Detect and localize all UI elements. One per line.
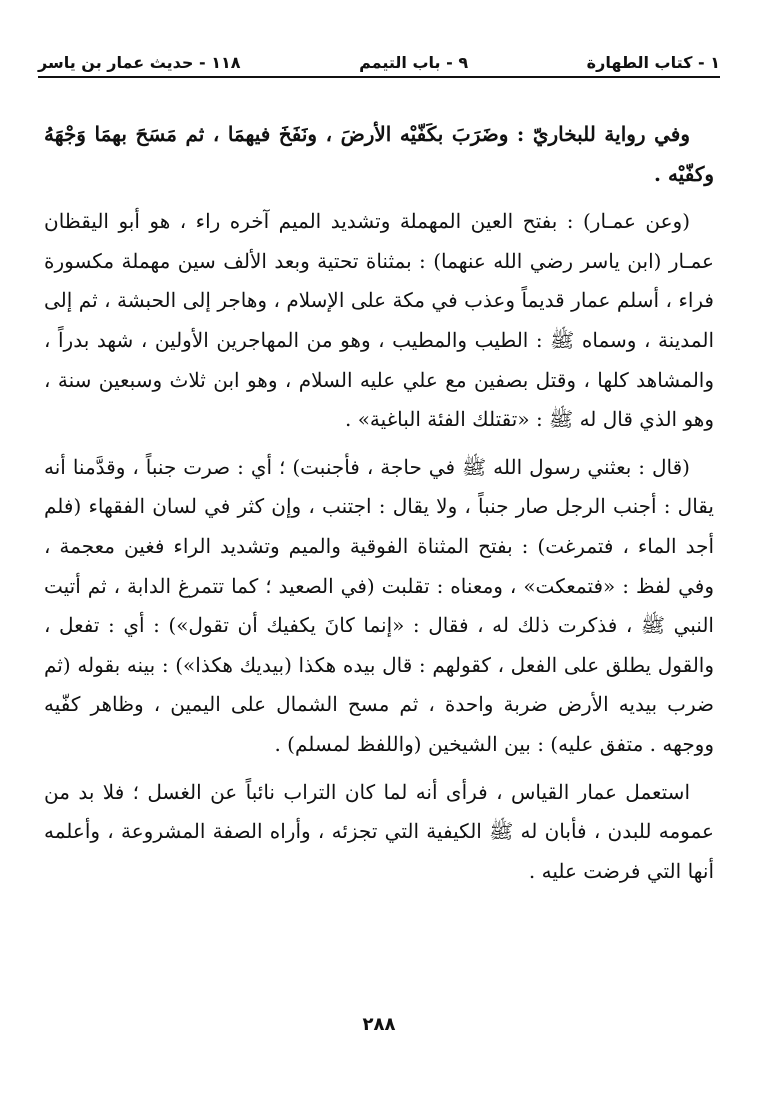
paragraph-bukhari-narration: وفي رواية للبخاريّ : وضَرَبَ بكَفّيْه الأرضَ ، ونَفَخَ فيهمَا ، ثم مَسَحَ بهمَا وَجْهَهُ وكفّيْه . [44,122,714,186]
running-header [38,42,720,78]
header-hadith-title: ١١٨ - حديث عمار بن ياسر [38,53,241,72]
header-chapter-title: ٩ - باب التيمم [359,53,469,72]
header-book-title: ١ - كتاب الطهارة [586,53,720,72]
paragraph-hadith-commentary: (قال : بعثني رسول الله ﷺ في حاجة ، فأجنبت) ؛ أي : صرت جنباً ، وقدَّمنا أنه يقال : أجنب الرجل صار جنباً ، ولا يقال : اجتنب ، وإن كثر في لسان الفقهاء (فلم أجد الماء ، فتمرغت) : بفتح المثناة الفوقية والميم وتشديد الراء فغين معجمة ، وفي لفظ : «فتمعكت» ، ومعناه : تقلبت (في الصعيد ؛ كما تتمرغ الدابة ، ثم أتيت النبي ﷺ ، فذكرت ذلك له ، فقال : «إنما كانَ يكفيك أن تقول») : أي : تفعل ، والقول يطلق على الفعل ، كقولهم : قال بيده هكذا (بيديك هكذا») : بينه بقوله (ثم ضرب بيديه الأرض ضربة واحدة ، ثم مسح الشمال على اليمين ، وظاهر كفّيه ووجهه . متفق عليه) : بين الشيخين (واللفظ لمسلم) . [44,454,714,756]
page-number: ٢٨٨ [362,1014,396,1035]
paragraph-ammar-biography: (وعن عمـار) : بفتح العين المهملة وتشديد الميم آخره راء ، هو أبو اليقظان عمـار (ابن ياسر رضي الله عنهما) : بمثناة تحتية وبعد الألف سين مهملة مكسورة فراء ، أسلم عمار قديماً وعذب في مكة على الإسلام ، وهاجر إلى الحبشة ، ثم إلى المدينة ، وسماه ﷺ : الطيب والمطيب ، وهو من المهاجرين الأولين ، شهد بدراً ، والمشاهد كلها ، وقتل بصفين مع علي عليه السلام ، وهو ابن ثلاث وسبعين سنة ، وهو الذي قال له ﷺ : «تقتلك الفئة الباغية» . [44,209,714,432]
page-body [44,115,714,899]
paragraph-qiyas-explanation: استعمل عمار القياس ، فرأى أنه لما كان التراب نائباً عن الغسل ؛ فلا بد من عمومه للبدن ، فأبان له ﷺ الكيفية التي تجزئه ، وأراه الصفة المشروعة ، وأعلمه أنها التي فرضت عليه . [44,779,714,883]
